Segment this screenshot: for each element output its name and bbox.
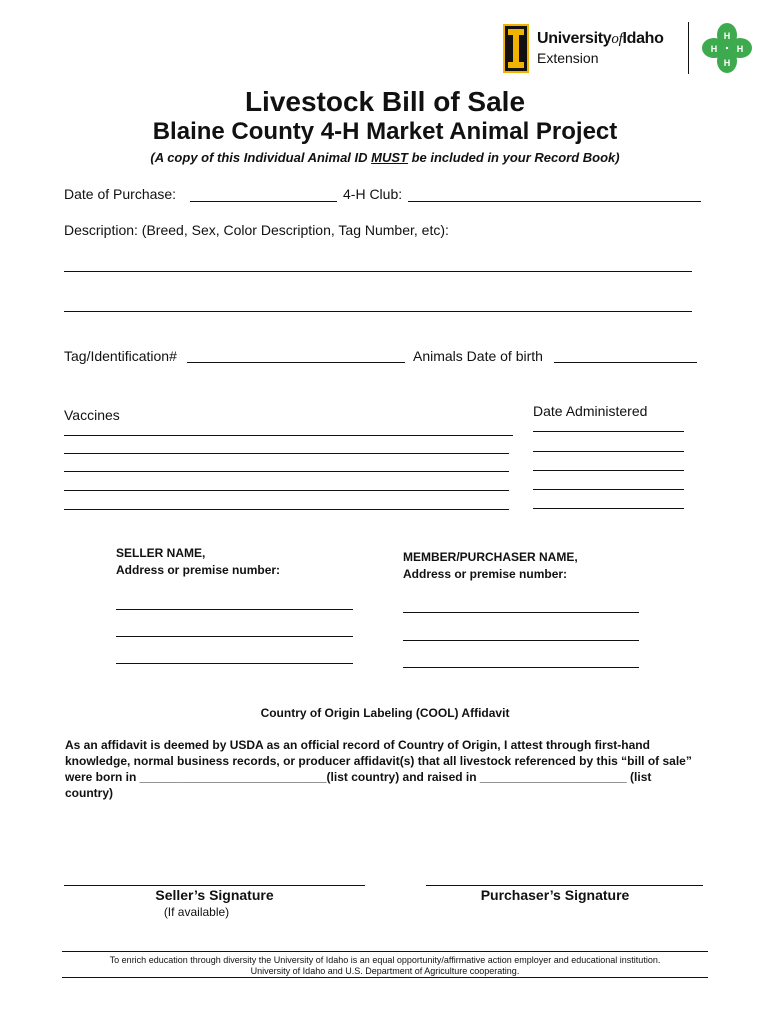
date-administered-field-4[interactable] [533, 489, 684, 490]
date-administered-field-2[interactable] [533, 451, 684, 452]
seller-signature-label: Seller’s Signature [155, 887, 274, 903]
date-administered-field-1[interactable] [533, 431, 684, 432]
seller-signature-line[interactable] [64, 885, 365, 886]
clover-letter: H [736, 44, 744, 54]
club-label: 4-H Club: [343, 186, 403, 202]
4h-clover-logo [700, 21, 754, 75]
vaccine-field-4[interactable] [64, 490, 509, 491]
seller-signature-note: (If available) [163, 905, 230, 919]
description-label: Description: (Breed, Sex, Color Description, Tag Number, etc): [64, 222, 449, 238]
logo-divider [688, 22, 689, 74]
seller-info-field-2[interactable] [116, 636, 353, 637]
member-purchaser-name-label: MEMBER/PURCHASER NAME, [403, 550, 578, 564]
seller-address-label: Address or premise number: [116, 563, 281, 577]
vaccine-field-2[interactable] [64, 453, 509, 454]
tag-identification-field[interactable] [187, 362, 405, 363]
purchaser-signature-line[interactable] [426, 885, 703, 886]
description-field-line-1[interactable] [64, 271, 692, 272]
purchaser-info-field-1[interactable] [403, 612, 639, 613]
club-field[interactable] [408, 201, 701, 202]
cool-affidavit-text: As an affidavit is deemed by USDA as an official record of Country of Origin, I attest through first-hand knowledge, normal business records, or producer affidavit(s) that all livestock referenced by this “bill of sale” were born in ____________________________(list country) and raised in ______________________ (list country) [65, 738, 692, 800]
clover-letter: H [723, 58, 731, 68]
purchaser-info-field-3[interactable] [403, 667, 639, 668]
seller-info-field-1[interactable] [116, 609, 353, 610]
clover-letter: H [723, 31, 731, 41]
vaccine-field-5[interactable] [64, 509, 509, 510]
date-administered-field-3[interactable] [533, 470, 684, 471]
extension-wordmark: Extension [537, 50, 599, 66]
date-administered-field-5[interactable] [533, 508, 684, 509]
record-book-note: (A copy of this Individual Animal ID MUST be included in your Record Book) [150, 150, 620, 165]
date-of-purchase-label: Date of Purchase: [64, 186, 177, 202]
purchaser-signature-label: Purchaser’s Signature [480, 887, 630, 903]
description-field-line-2[interactable] [64, 311, 692, 312]
tag-identification-label: Tag/Identification# [64, 348, 177, 364]
vaccines-label: Vaccines [64, 407, 120, 423]
vaccine-field-3[interactable] [64, 471, 509, 472]
footer-cooperation-statement: University of Idaho and U.S. Department of Agriculture cooperating. [250, 966, 520, 976]
birth-date-field[interactable] [554, 362, 697, 363]
date-of-purchase-field[interactable] [190, 201, 337, 202]
page-title: Livestock Bill of Sale [244, 86, 526, 117]
cool-affidavit-title: Country of Origin Labeling (COOL) Affidavit [260, 706, 510, 720]
university-of-idaho-i-logo [503, 24, 529, 73]
footer-eeo-statement: To enrich education through diversity the University of Idaho is an equal opportunity/affirmative action employer and educational institution. [109, 955, 661, 965]
birth-date-label: Animals Date of birth [413, 348, 543, 364]
purchaser-info-field-2[interactable] [403, 640, 639, 641]
member-address-label: Address or premise number: [403, 567, 568, 581]
page-subtitle: Blaine County 4-H Market Animal Project [152, 118, 618, 145]
vaccine-field-1[interactable] [64, 435, 513, 436]
footer-rule-bottom [62, 977, 708, 978]
seller-name-label: SELLER NAME, [116, 546, 206, 560]
university-of-idaho-wordmark: UniversityofIdaho [537, 30, 664, 47]
footer-rule-top [62, 951, 708, 952]
date-administered-label: Date Administered [533, 403, 648, 419]
clover-letter: H [710, 44, 718, 54]
seller-info-field-3[interactable] [116, 663, 353, 664]
